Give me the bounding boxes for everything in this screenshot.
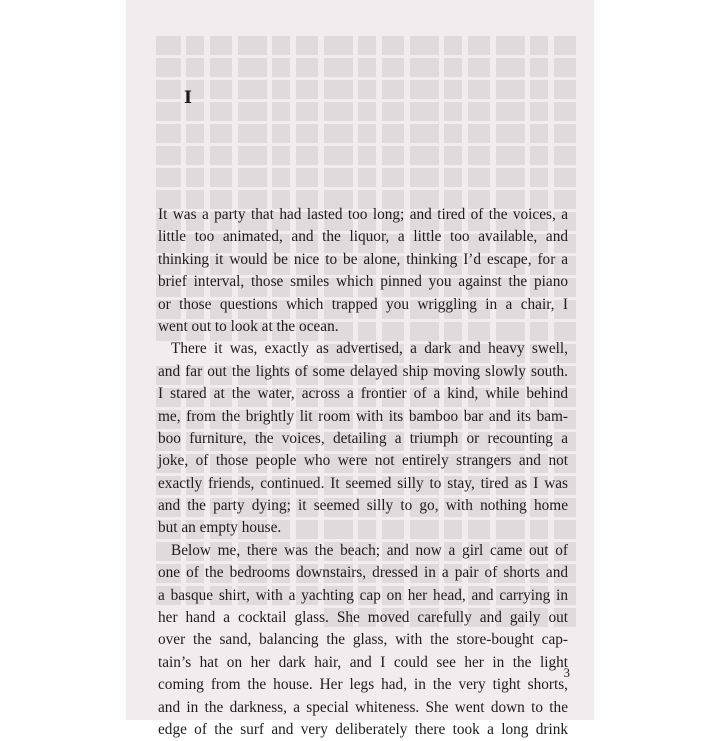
text-line: a basque shirt, with a yachting cap on her head, and carrying in <box>158 586 568 604</box>
text-line: coming from the house. Her legs had, in the very tight shorts, <box>158 676 568 694</box>
page-number: 3 <box>563 665 570 680</box>
text-line: thinking it would be nice to be alone, thinking I’d escape, for a <box>158 250 568 268</box>
text-line: I stared at the water, across a frontier of a kind, while behind <box>158 385 568 403</box>
text-line: Below me, there was the beach; and now a girl came out of <box>171 541 568 559</box>
text-line: boo furniture, the voices, detailing a triumph or recounting a <box>158 429 568 447</box>
text-line: me, from the brightly lit room with its bamboo bar and its bam- <box>158 407 568 425</box>
text-line: and in the darkness, a special whiteness. She went down to the <box>158 698 568 716</box>
text-line: brief interval, those smiles which pinned you against the piano <box>158 273 568 291</box>
text-line: joke, of those people who were not entirely strangers and not <box>158 452 568 470</box>
text-line: her hand a cocktail glass. She moved carefully and gaily out <box>158 609 568 627</box>
text-line: tain’s hat on her dark hair, and I could see her in the light <box>158 653 568 671</box>
text-line: little too animated, and the liquor, a little too available, and <box>158 228 568 246</box>
text-line: but an empty house. <box>158 519 282 537</box>
text-line: one of the bedrooms downstairs, dressed in a pair of shorts and <box>158 564 568 582</box>
chapter-number: I <box>184 88 192 108</box>
body-text <box>158 204 568 741</box>
text-line: edge of the surf and very deliberately there took a long drink <box>158 720 568 738</box>
text-line: There it was, exactly as advertised, a dark and heavy swell, <box>171 340 568 358</box>
book-page <box>126 0 594 738</box>
text-line: It was a party that had lasted too long; and tired of the voices, a <box>158 206 568 223</box>
text-line: went out to look at the ocean. <box>158 317 339 335</box>
text-line: over the sand, balancing the glass, with the store-bought cap- <box>158 631 568 649</box>
text-line: or those questions which trapped you wriggling in a chair, I <box>158 295 568 313</box>
text-line: exactly friends, continued. It seemed silly to stay, tired as I was <box>158 474 568 492</box>
text-line: and the party dying; it seemed silly to go, with nothing home <box>158 497 568 515</box>
text-line: and far out the lights of some delayed ship moving slowly south. <box>158 362 568 380</box>
